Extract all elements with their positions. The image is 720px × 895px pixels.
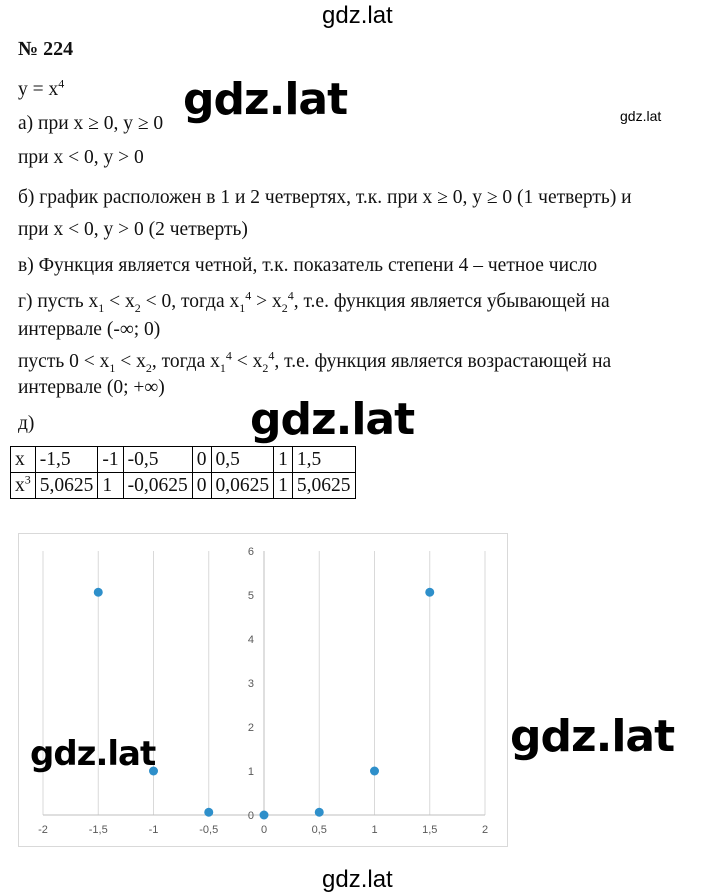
part-d-label: д) xyxy=(18,413,35,434)
part-b-line-2: при x < 0, y > 0 (2 четверть) xyxy=(18,219,248,240)
table-cell: 0 xyxy=(192,447,211,473)
table-cell: 5,0625 xyxy=(35,473,98,499)
function-exponent: 4 xyxy=(58,76,65,91)
x-tick-label: -0,5 xyxy=(199,824,219,836)
watermark-chart-right: gdz.lat xyxy=(510,711,675,762)
y-tick-label: 3 xyxy=(247,678,254,690)
y-tick-label: 1 xyxy=(247,766,254,778)
table-header-x: x xyxy=(11,447,36,473)
table-header-y: $x^3$ xyxy=(11,473,36,499)
y-tick-label: 2 xyxy=(247,722,254,734)
problem-number: № 224 xyxy=(18,38,74,60)
table-cell: 1 xyxy=(274,447,293,473)
table-cell: 1 xyxy=(98,473,123,499)
watermark-bottom: gdz.lat xyxy=(322,866,393,893)
x-tick-label: 2 xyxy=(481,824,489,836)
x-tick-label: 1,5 xyxy=(422,824,438,836)
y-tick-label: 5 xyxy=(247,590,254,602)
y-tick-label: 6 xyxy=(247,546,254,558)
table-cell: -1 xyxy=(98,447,123,473)
x-tick-label: -1,5 xyxy=(88,824,108,836)
watermark-small: gdz.lat xyxy=(620,108,662,124)
values-table xyxy=(10,446,356,499)
y-tick-label: 4 xyxy=(247,634,254,646)
table-row-y xyxy=(11,473,356,499)
x-tick-label: -2 xyxy=(38,824,48,836)
data-point xyxy=(204,808,213,817)
table-cell: 0,5 xyxy=(211,447,274,473)
table-cell: 0 xyxy=(192,473,211,499)
watermark-large: gdz.lat xyxy=(183,74,348,125)
scatter-chart xyxy=(19,534,507,846)
y-tick-label: 0 xyxy=(247,810,254,822)
part-g2-line-1: пусть $0 < x_1 < x_2$, тогда $x_1^4 < x_2^4$, т.е. функция является возрастающей на xyxy=(18,348,612,375)
table-cell: -0,5 xyxy=(123,447,192,473)
watermark-large-2: gdz.lat xyxy=(250,394,415,445)
part-g-line-2: интервале (-∞; 0) xyxy=(18,319,161,340)
part-a-line-2: при x < 0, y > 0 xyxy=(18,147,144,168)
function-definition xyxy=(18,78,64,102)
table-cell: 5,0625 xyxy=(292,473,355,499)
part-v-line: в) Функция является четной, т.к. показатель степени 4 – четное число xyxy=(18,255,598,276)
x-tick-label: 0 xyxy=(260,824,268,836)
data-point xyxy=(260,811,269,820)
table-cell: -0,0625 xyxy=(123,473,192,499)
part-g-line-1: г) пусть $x_1 < x_2 < 0$, тогда $x_1^4 > x_2^4$, т.е. функция является убывающей на xyxy=(18,288,610,315)
x-tick-label: 0,5 xyxy=(311,824,327,836)
x-tick-label: 1 xyxy=(371,824,378,836)
data-point xyxy=(370,767,379,776)
watermark-top: gdz.lat xyxy=(322,2,393,29)
data-point xyxy=(315,808,324,817)
part-b-line-1: б) график расположен в 1 и 2 четвертях, т.к. при x ≥ 0, y ≥ 0 (1 четверть) и xyxy=(18,187,632,208)
table-cell: 1,5 xyxy=(292,447,355,473)
data-point xyxy=(94,588,103,597)
table-cell: -1,5 xyxy=(35,447,98,473)
table-cell: 0,0625 xyxy=(211,473,274,499)
function-base: y = x xyxy=(18,79,59,100)
table-cell: 1 xyxy=(274,473,293,499)
watermark-chart-left: gdz.lat xyxy=(30,734,156,774)
x-tick-label: -1 xyxy=(148,824,159,836)
part-g2-line-2: интервале (0; +∞) xyxy=(18,377,165,398)
table-row-x xyxy=(11,447,356,473)
chart-frame xyxy=(18,533,508,847)
data-point xyxy=(425,588,434,597)
part-a-line-1: а) при x ≥ 0, y ≥ 0 xyxy=(18,113,164,134)
